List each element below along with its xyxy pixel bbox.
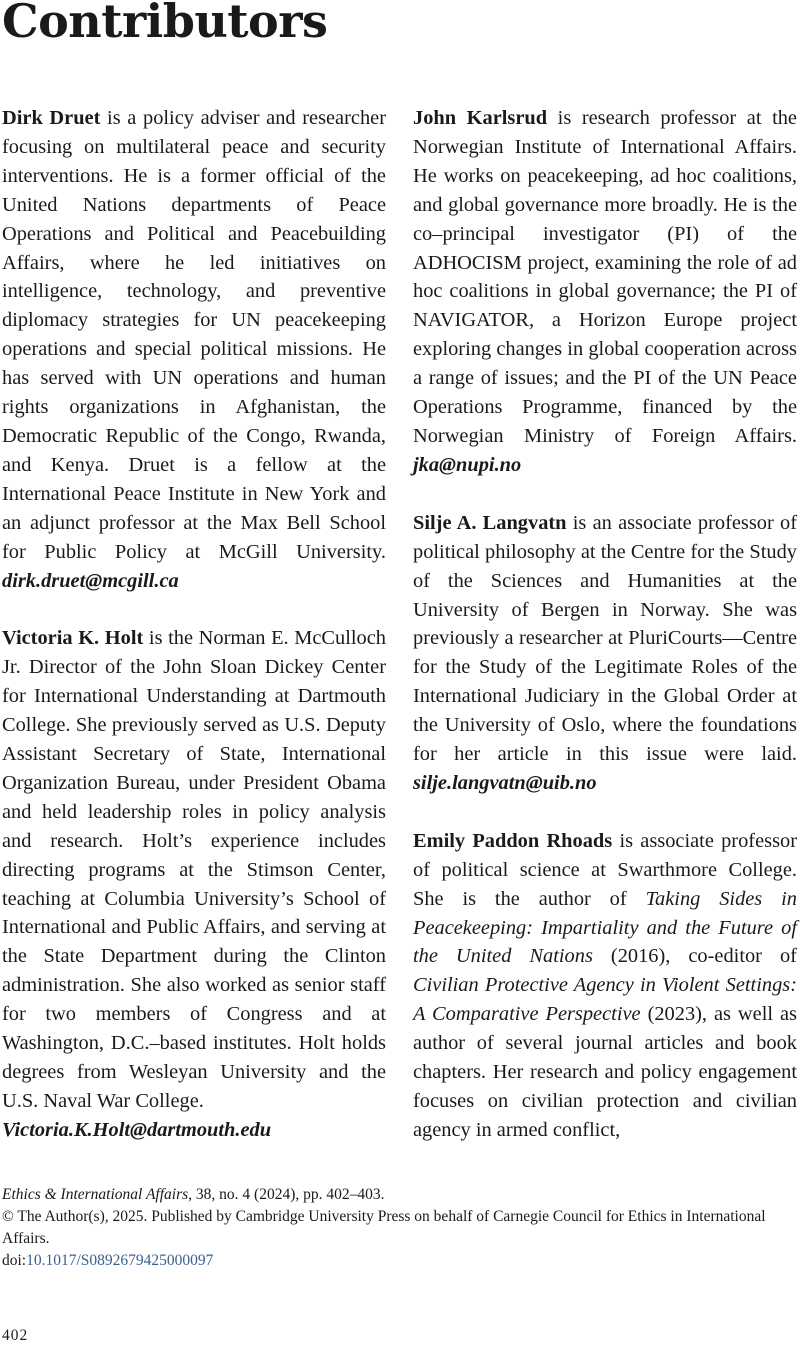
contributor-name: Silje A. Langvatn — [413, 511, 567, 534]
contributor-bio-holt — [2, 624, 386, 1144]
contributor-bio-karlsrud — [413, 104, 797, 480]
contributor-bio-text: is research professor at the Norwegian Institute of International Affairs. He works on peacekeeping, ad hoc coalitions, and global governance more broadly. He is the co–principal investigator (PI) of the ADHOCISM project, examining the role of ad hoc coalitions in global governance; the PI of NAVIGATOR, a Horizon Europe project exploring changes in global cooperation across a range of issues; and the PI of the UN Peace Operations Programme, financed by the Norwegian Ministry of Foreign Affairs. — [413, 107, 797, 447]
contributor-bio-text: (2016), co-editor of — [610, 945, 797, 968]
journal-name: Ethics & International Affairs — [2, 1186, 189, 1203]
contributor-bio-langvatn — [413, 509, 797, 798]
page-title: Contributors — [2, 0, 328, 48]
contributor-bio-text: is associate professor of political science at Swarthmore College. She is the author of — [413, 829, 797, 910]
doi-label: doi: — [2, 1252, 27, 1269]
contributor-bio-text: (2023), as well as author of several journal articles and book chapters. Her research and policy engagement focuses on civilian protection and civilian agency in armed conflict, — [413, 1003, 797, 1141]
contributor-name: Emily Paddon Rhoads — [413, 829, 613, 852]
contributor-bio-rhoads — [413, 827, 797, 1145]
doi-link[interactable]: 10.1017/S0892679425000097 — [26, 1252, 214, 1269]
page-number: 402 — [2, 1327, 29, 1344]
book-title: Taking Sides in Peacekeeping: Impartiality and the Future of the United Nations — [413, 887, 797, 968]
copyright-notice: © The Author(s), 2025. Published by Cambridge University Press on behalf of Carnegie Council for Ethics in International Affairs. — [2, 1208, 766, 1247]
journal-citation — [2, 1184, 798, 1206]
contributor-email[interactable]: Victoria.K.Holt@dartmouth.edu — [2, 1118, 272, 1141]
contributor-name: John Karlsrud — [413, 107, 548, 129]
right-column — [413, 104, 797, 1145]
contributor-email[interactable]: dirk.druet@mcgill.ca — [2, 569, 179, 592]
contributor-bio-text: is a policy adviser and researcher focusing on multilateral peace and security interventions. He is a former official of the United Nations departments of Peace Operations and Political and Peacebuilding Affairs, where he led initiatives on intelligence, technology, and preventive diplomacy strategies for UN peacekeeping operations and special political missions. He has served with UN operations and human rights organizations in Afghanistan, the Democratic Republic of the Congo, Rwanda, and Kenya. Druet is a fellow at the International Peace Institute in New York and an adjunct professor at the Max Bell School for Public Policy at McGill University. — [2, 107, 386, 563]
citation-details: , 38, no. 4 (2024), pp. 402–403. — [188, 1186, 385, 1203]
citation-footer — [2, 1184, 798, 1272]
contributor-email[interactable]: jka@nupi.no — [413, 453, 522, 476]
contributor-name: Dirk Druet — [2, 107, 101, 129]
doi-line — [2, 1250, 798, 1272]
left-column — [2, 104, 386, 1145]
contributor-bio-text: is an associate professor of political philosophy at the Centre for the Study of the Sciences and Humanities at the University of Bergen in Norway. She was previously a researcher at PluriCourts—Centre for the Study of the Legitimate Roles of the International Judiciary in the Global Order at the University of Oslo, where the foundations for her article in this issue were laid. — [413, 511, 797, 766]
contributor-bio-text: is the Norman E. McCulloch Jr. Director of the John Sloan Dickey Center for International Understanding at Dartmouth College. She previously served as U.S. Deputy Assistant Secretary of State, International Organization Bureau, under President Obama and held leadership roles in policy analysis and research. Holt’s experience includes directing programs at the Stimson Center, teaching at Columbia University’s School of International and Public Affairs, and serving at the State Department during the Clinton administration. She also worked as senior staff for two members of Congress and at Washington, D.C.–based institutes. Holt holds degrees from Wesleyan University and the U.S. Naval War College. — [2, 627, 386, 1112]
contributor-email[interactable]: silje.langvatn@uib.no — [413, 771, 597, 794]
contributor-name: Victoria K. Holt — [2, 627, 144, 650]
contributor-bio-druet — [2, 104, 386, 595]
book-title: Civilian Protective Agency in Violent Settings: A Comparative Perspective — [413, 974, 797, 1026]
